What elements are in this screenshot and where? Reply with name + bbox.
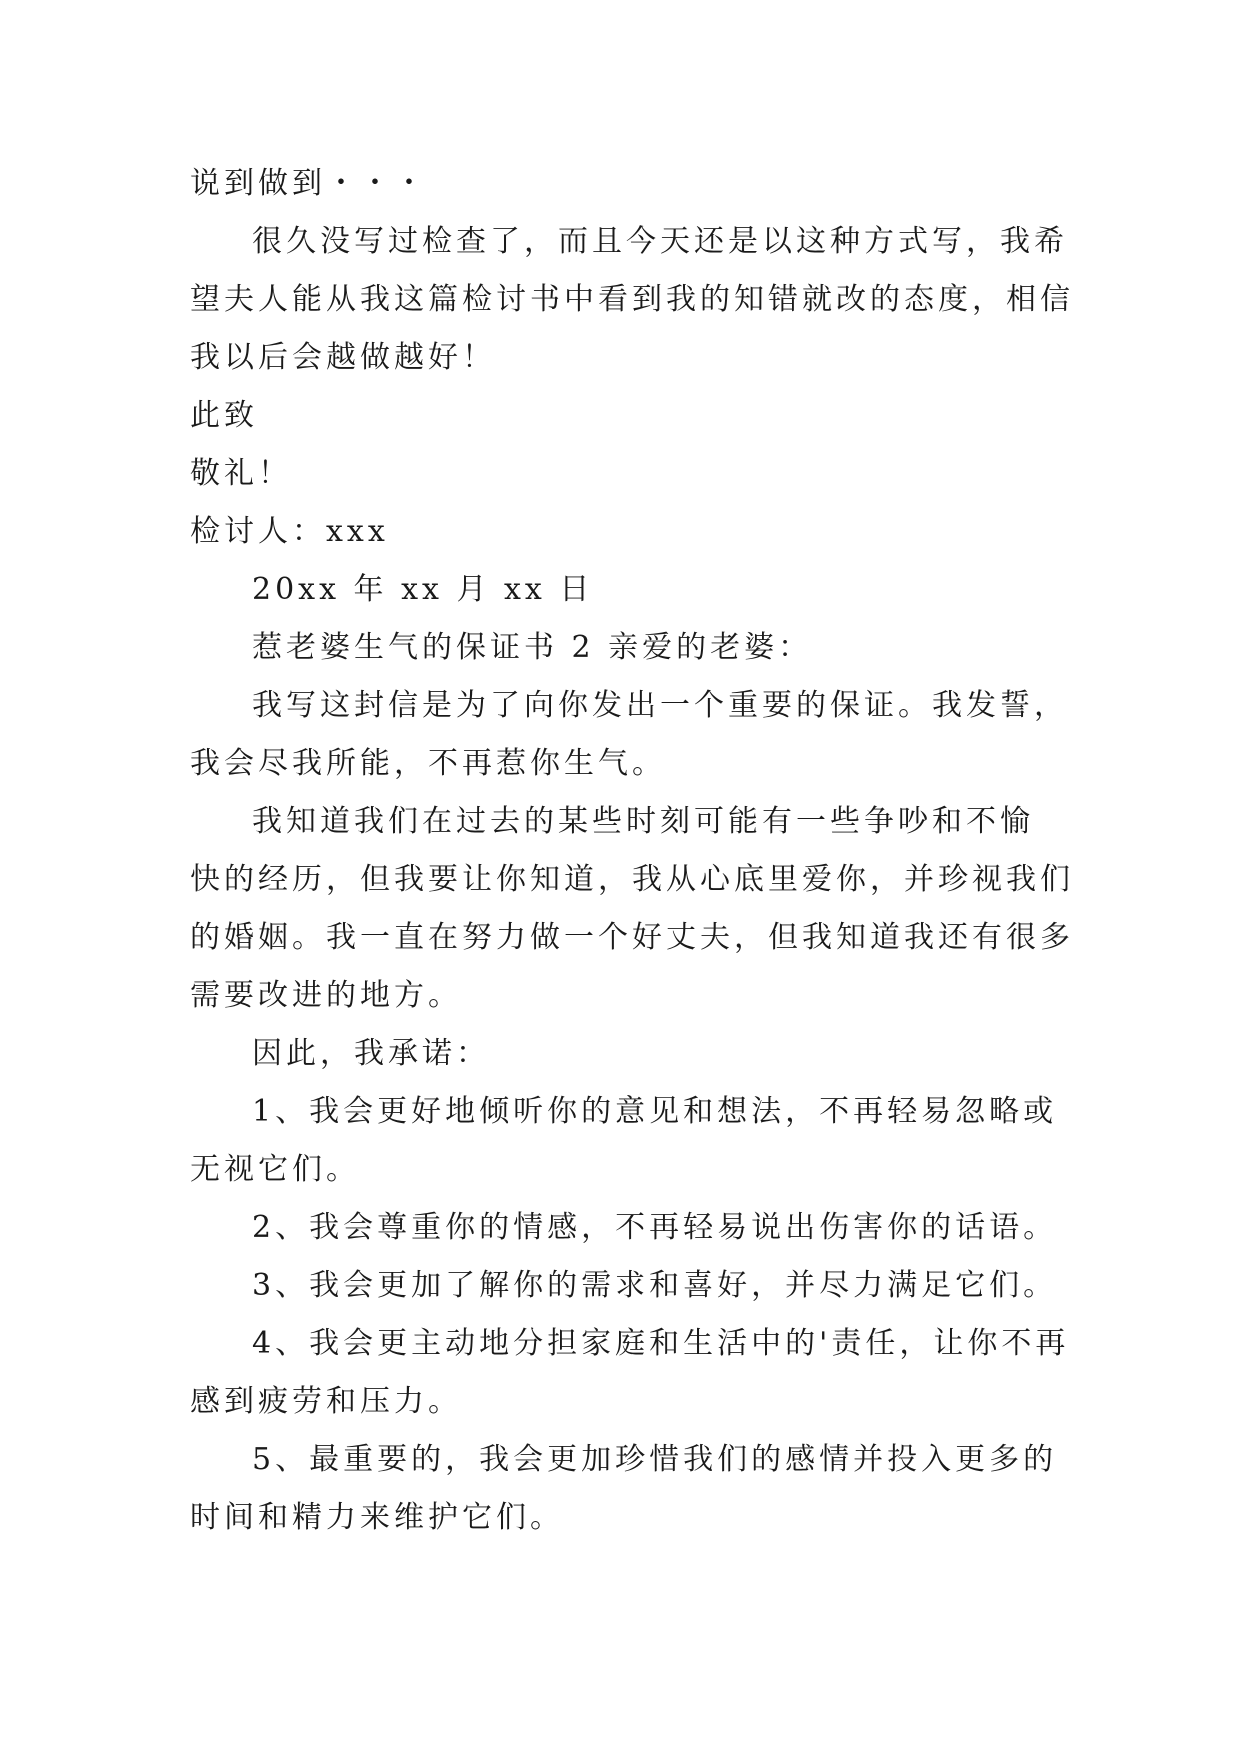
- list-item-4: 4、我会更主动地分担家庭和生活中的'责任，让你不再: [252, 1326, 1070, 1361]
- text-line: 说到做到・・・: [190, 166, 428, 201]
- list-item-1: 1、我会更好地倾听你的意见和想法，不再轻易忽略或: [252, 1094, 1058, 1129]
- text-line: 我知道我们在过去的某些时刻可能有一些争吵和不愉: [252, 804, 1034, 839]
- text-line: 很久没写过检查了，而且今天还是以这种方式写，我希: [252, 224, 1068, 259]
- list-item-1-cont: 无视它们。: [190, 1152, 360, 1187]
- text-line: 我会尽我所能，不再惹你生气。: [190, 746, 666, 781]
- section-heading: 惹老婆生气的保证书 2 亲爱的老婆：: [252, 630, 813, 665]
- list-item-5-cont: 时间和精力来维护它们。: [190, 1500, 564, 1535]
- date-line: 20xx 年 xx 月 xx 日: [252, 572, 594, 607]
- text-line: 因此，我承诺：: [252, 1036, 490, 1071]
- text-line: 检讨人：xxx: [190, 514, 389, 549]
- list-item-5: 5、最重要的，我会更加珍惜我们的感情并投入更多的: [252, 1442, 1058, 1477]
- text-line: 的婚姻。我一直在努力做一个好丈夫，但我知道我还有很多: [190, 920, 1074, 955]
- text-line: 我以后会越做越好！: [190, 340, 496, 375]
- text-line: 需要改进的地方。: [190, 978, 462, 1013]
- list-item-3: 3、我会更加了解你的需求和喜好，并尽力满足它们。: [252, 1268, 1058, 1303]
- text-line: 此致: [190, 398, 258, 433]
- list-item-4-cont: 感到疲劳和压力。: [190, 1384, 462, 1419]
- text-line: 快的经历，但我要让你知道，我从心底里爱你，并珍视我们: [190, 862, 1074, 897]
- text-line: 敬礼！: [190, 456, 292, 491]
- text-line: 我写这封信是为了向你发出一个重要的保证。我发誓，: [252, 688, 1068, 723]
- text-line: 望夫人能从我这篇检讨书中看到我的知错就改的态度，相信: [190, 282, 1074, 317]
- list-item-2: 2、我会尊重你的情感，不再轻易说出伤害你的话语。: [252, 1210, 1058, 1245]
